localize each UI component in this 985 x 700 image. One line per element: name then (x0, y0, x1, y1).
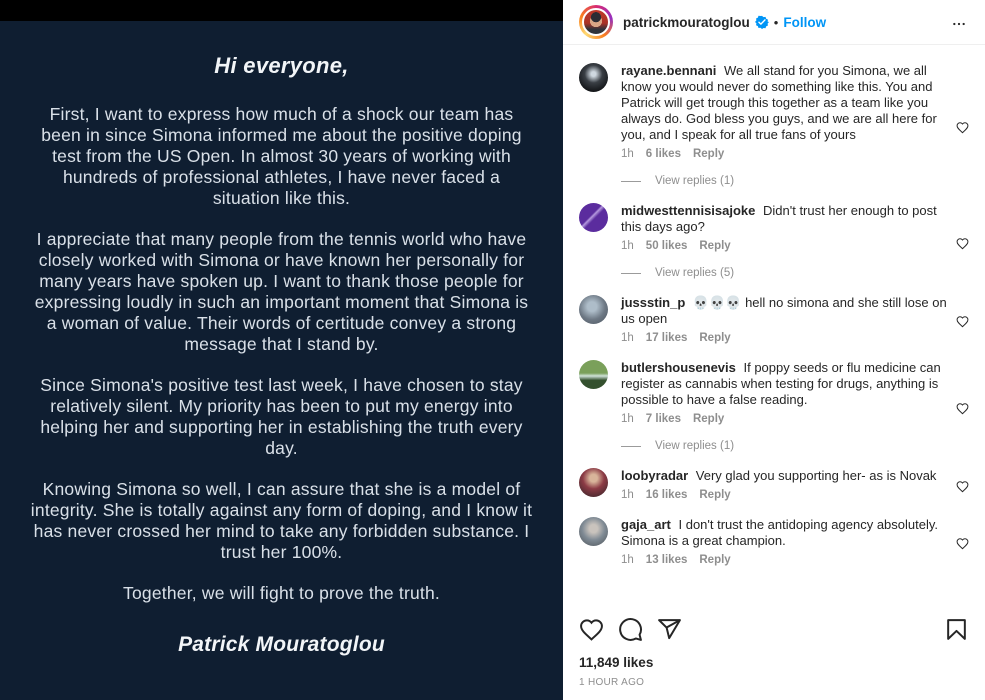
statement-text-block (29, 21, 534, 700)
comment-row (579, 295, 969, 344)
comment-username[interactable]: jussstin_p (621, 295, 686, 310)
heart-icon (956, 402, 969, 415)
comment-reply-button[interactable]: Reply (699, 489, 731, 501)
comment-reply-button[interactable]: Reply (699, 332, 731, 344)
comment-username[interactable]: midwesttennisisajoke (621, 203, 756, 218)
comment-like-button[interactable] (956, 299, 969, 344)
comment-username[interactable]: butlershousenevis (621, 360, 736, 375)
comment-text: Very glad you supporting her- as is Novak (692, 468, 937, 483)
post-header (563, 0, 985, 45)
header-separator: • (773, 14, 779, 30)
share-plane-icon (657, 617, 682, 642)
statement-image (0, 21, 563, 700)
heart-icon (956, 121, 969, 134)
comment-text: I don't trust the antidoping agency absolutely. Simona is a great champion. (621, 517, 939, 548)
likes-count[interactable]: 11,849 likes (579, 655, 654, 670)
comment-row (579, 63, 969, 187)
statement-title: Hi everyone, (214, 53, 349, 78)
statement-paragraph: Together, we will fight to prove the truth. (123, 583, 440, 603)
more-options-button[interactable] (947, 12, 971, 36)
heart-icon (956, 237, 969, 250)
comment-text: We all stand for you Simona, we all know you would never do something like this. You and Patrick will get trough this together as a team like you always do. God bless you guys, and we are all here for you, and I speak for all true fans of yours (621, 63, 937, 142)
comment-text: Didn't trust her enough to post this days ago? (621, 203, 937, 234)
statement-signature: Patrick Mouratoglou (178, 633, 385, 656)
post-footer (563, 613, 985, 700)
view-replies-button[interactable]: View replies (1) (655, 175, 735, 187)
view-replies-row (621, 175, 948, 187)
comment-time: 1h (621, 332, 634, 344)
statement-body (29, 104, 534, 604)
author-avatar-photo (582, 8, 610, 36)
view-replies-row (621, 267, 948, 279)
save-button[interactable] (944, 617, 969, 642)
statement-paragraph: Knowing Simona so well, I can assure that she is a model of integrity. She is totally against any form of doping, and I know it has never crossed her mind to take any forbidden substance. I trust her 100%. (30, 479, 533, 562)
more-options-icon (951, 16, 967, 32)
commenter-avatar[interactable] (579, 360, 608, 389)
comment-reply-button[interactable]: Reply (692, 413, 725, 425)
comment-time: 1h (621, 554, 634, 566)
author-username[interactable]: patrickmouratoglou (623, 14, 750, 30)
post-detail-panel (563, 0, 985, 700)
actions-row (579, 617, 969, 642)
comment-reply-button[interactable]: Reply (699, 554, 731, 566)
like-heart-icon (579, 617, 604, 642)
comment-row (579, 468, 969, 501)
author-avatar[interactable] (579, 5, 613, 39)
comment-row (579, 517, 969, 566)
commenter-avatar[interactable] (579, 468, 608, 497)
comment-like-button[interactable] (956, 67, 969, 187)
comment-time: 1h (621, 413, 634, 425)
commenter-avatar[interactable] (579, 295, 608, 324)
comment-likes-count[interactable]: 13 likes (645, 554, 688, 566)
view-replies-divider (621, 446, 641, 447)
comment-like-button[interactable] (956, 521, 969, 566)
comments-list (563, 45, 985, 613)
comment-bubble-icon (618, 617, 643, 642)
commenter-avatar[interactable] (579, 517, 608, 546)
comment-username[interactable]: gaja_art (621, 517, 671, 532)
comment-like-button[interactable] (956, 364, 969, 452)
comment-text: If poppy seeds or flu medicine can register as cannabis when testing for drugs, anything is possible to have a false reading. (621, 360, 941, 407)
comment-row (579, 360, 969, 452)
heart-icon (956, 315, 969, 328)
statement-paragraph: First, I want to express how much of a shock our team has been in since Simona informed me about the positive doping test from the US Open. In almost 30 years of working with hundreds of professional athletes, I have never faced a situation like this. (41, 104, 522, 208)
comment-text: 💀💀💀 hell no simona and she still lose on us open (621, 295, 947, 326)
comment-likes-count[interactable]: 50 likes (645, 240, 688, 252)
like-button[interactable] (579, 617, 604, 642)
comment-likes-count[interactable]: 6 likes (645, 148, 681, 160)
comment-likes-count[interactable]: 16 likes (645, 489, 688, 501)
heart-icon (956, 480, 969, 493)
comment-button[interactable] (618, 617, 643, 642)
follow-button[interactable]: Follow (783, 14, 827, 30)
author-row (623, 15, 826, 30)
comment-time: 1h (621, 489, 634, 501)
share-button[interactable] (657, 617, 682, 642)
statement-paragraph: I appreciate that many people from the tennis world who have closely worked with Simona or have known her personally for many years have spoken up. I want to thank those people for expressing loudly in such an important moment that Simona is a woman of value. Their words of certitude convey a strong message that I stand by. (34, 229, 529, 354)
comment-time: 1h (621, 240, 634, 252)
view-replies-row (621, 440, 948, 452)
comment-username[interactable]: loobyradar (621, 468, 689, 483)
comment-likes-count[interactable]: 17 likes (645, 332, 688, 344)
comment-like-button[interactable] (956, 472, 969, 501)
comment-like-button[interactable] (956, 207, 969, 279)
statement-paragraph: Since Simona's positive test last week, I have chosen to stay relatively silent. My priority has been to put my energy into helping her and supporting her in establishing the truth every day. (40, 375, 523, 458)
comment-likes-count[interactable]: 7 likes (645, 413, 681, 425)
view-replies-divider (621, 181, 641, 182)
commenter-avatar[interactable] (579, 203, 608, 232)
post-timestamp: 1 HOUR AGO (579, 677, 645, 688)
comment-reply-button[interactable]: Reply (692, 148, 725, 160)
comment-time: 1h (621, 148, 634, 160)
view-replies-button[interactable]: View replies (1) (655, 440, 735, 452)
comment-username[interactable]: rayane.bennani (621, 63, 717, 78)
bookmark-icon (944, 617, 969, 642)
view-replies-divider (621, 273, 641, 274)
comment-reply-button[interactable]: Reply (699, 240, 731, 252)
view-replies-button[interactable]: View replies (5) (655, 267, 735, 279)
heart-icon (956, 537, 969, 550)
comment-row (579, 203, 969, 279)
verified-icon (755, 15, 769, 29)
commenter-avatar[interactable] (579, 63, 608, 92)
